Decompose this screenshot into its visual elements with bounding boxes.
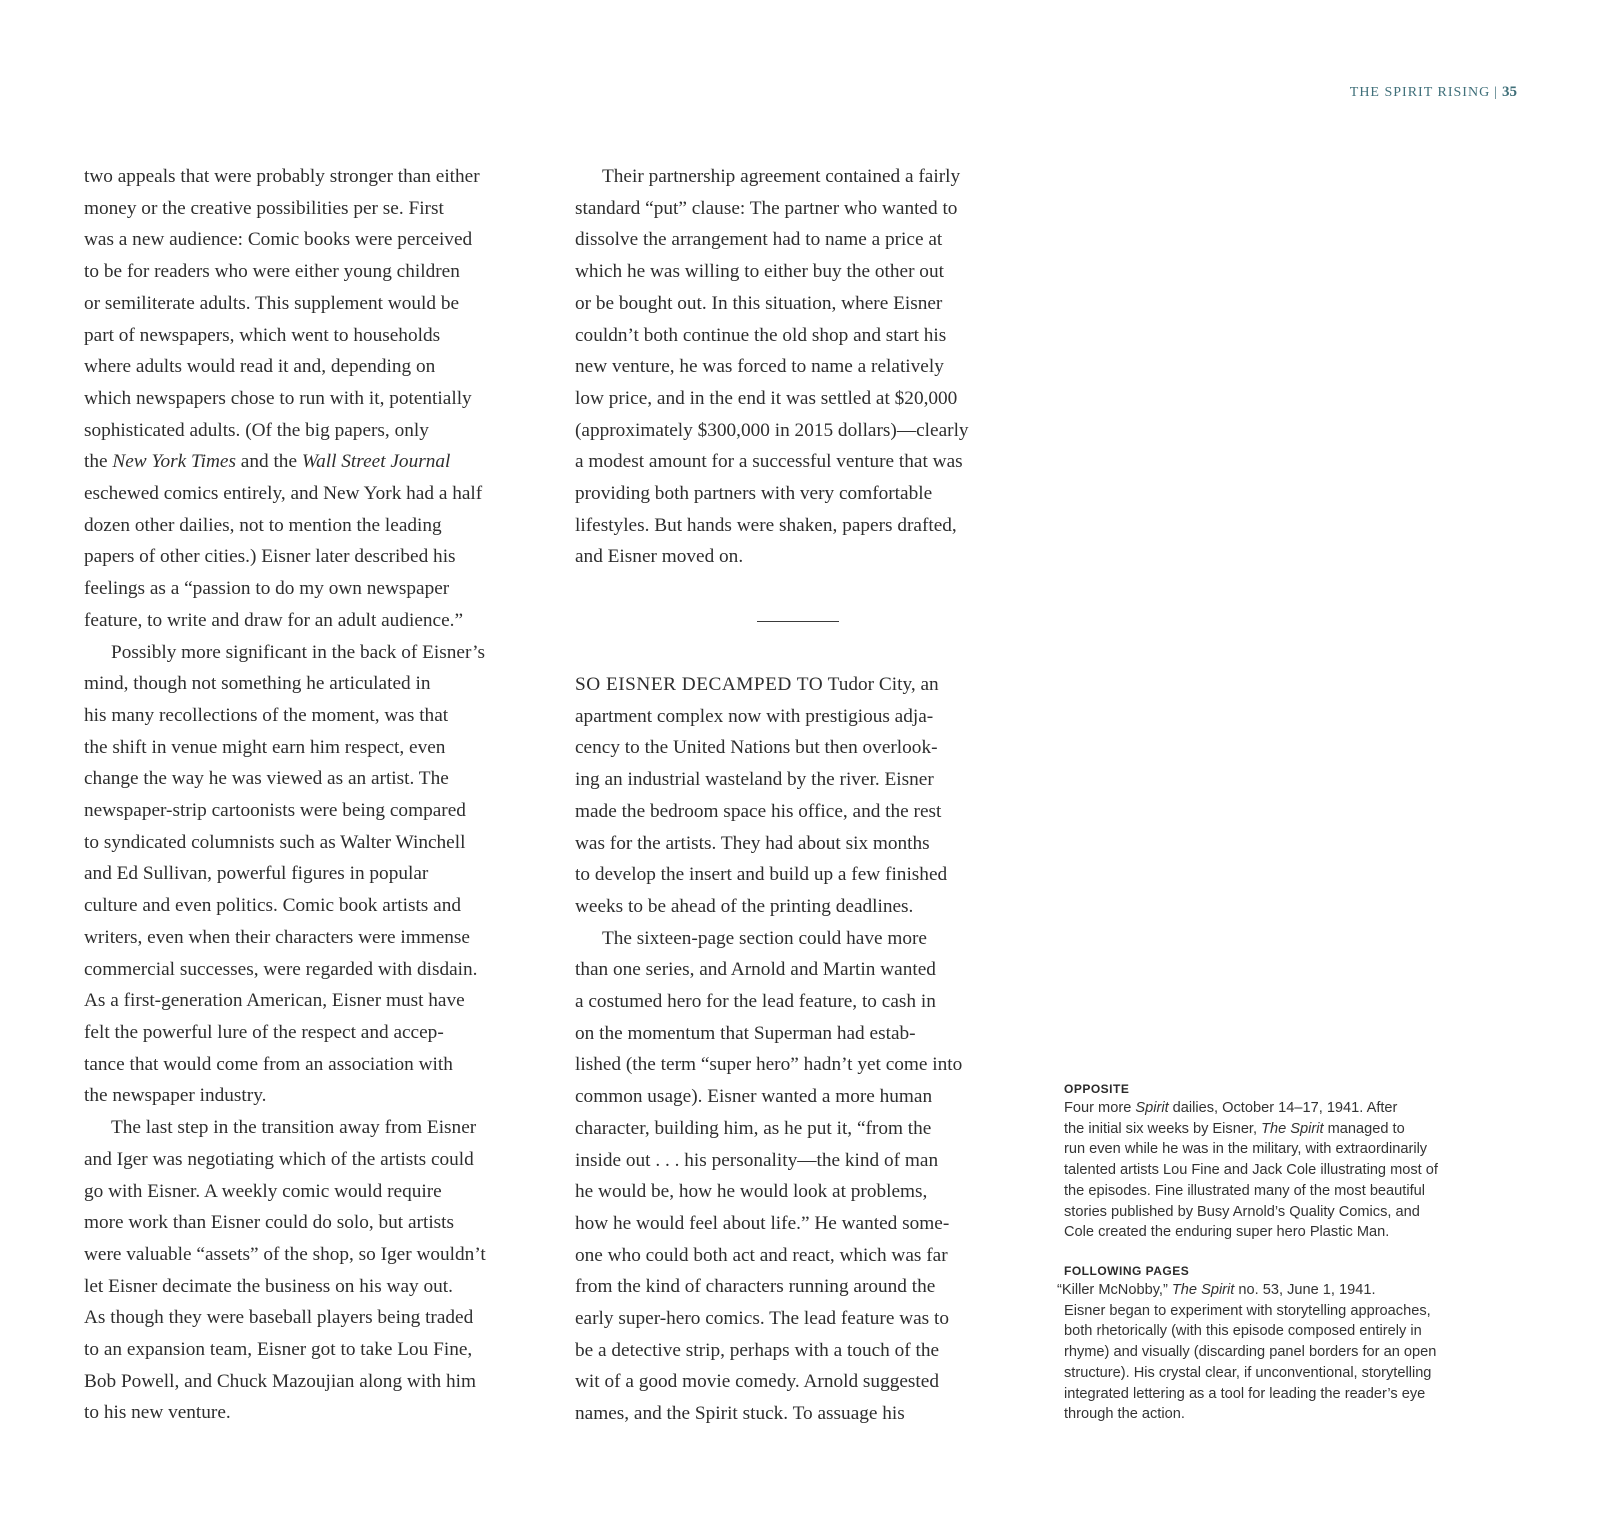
text-line — [84, 446, 544, 478]
publication-title: The Spirit — [1171, 1282, 1235, 1298]
paragraph-4 — [575, 161, 1035, 573]
text-line: and Eisner moved on. — [575, 546, 744, 568]
text-line: than one series, and Arnold and Martin wanted — [575, 959, 936, 981]
text-line: (approximately $300,000 in 2015 dollars)—clearly — [575, 419, 969, 441]
text-line: part of newspapers, which went to households — [84, 324, 441, 346]
text-fragment: Tudor City, an — [823, 674, 939, 695]
text-line: providing both partners with very comfortable — [575, 483, 933, 505]
text-line: names, and the Spirit stuck. To assuage his — [575, 1403, 905, 1425]
paragraph-6 — [575, 923, 1035, 1430]
text-line: and Ed Sullivan, powerful figures in popular — [84, 863, 429, 885]
text-fragment: dailies, October 14–17, 1941. After — [1168, 1100, 1398, 1116]
publication-title: Wall Street Journal — [301, 451, 451, 473]
text-line: to be for readers who were either young children — [84, 261, 460, 283]
text-line: new venture, he was forced to name a relatively — [575, 356, 944, 378]
text-line: let Eisner decimate the business on his way out. — [84, 1275, 453, 1297]
caption-following-pages — [1057, 1262, 1524, 1425]
text-line: lifestyles. But hands were shaken, papers drafted, — [575, 514, 957, 536]
text-line: low price, and in the end it was settled at $20,000 — [575, 387, 958, 409]
text-fragment: “Killer McNobby,” — [1057, 1282, 1172, 1298]
text-fragment: and the — [235, 451, 302, 473]
text-line: on the momentum that Superman had estab- — [575, 1022, 916, 1044]
text-line: he would be, how he would look at problems, — [575, 1181, 928, 1203]
text-line: which he was willing to either buy the other out — [575, 261, 944, 283]
text-line: Possibly more significant in the back of Eisner’s — [111, 641, 485, 663]
caption-line — [1064, 1119, 1524, 1140]
caption-line — [1057, 1280, 1524, 1301]
text-line: go with Eisner. A weekly comic would require — [84, 1180, 442, 1202]
text-line — [575, 669, 1035, 701]
text-line: wit of a good movie comedy. Arnold suggested — [575, 1371, 939, 1393]
text-line: be a detective strip, perhaps with a touch of the — [575, 1339, 940, 1361]
text-line: As a first-generation American, Eisner must have — [84, 990, 465, 1012]
text-line: newspaper-strip cartoonists were being compared — [84, 800, 466, 822]
text-line: or semiliterate adults. This supplement would be — [84, 292, 460, 314]
text-line: early super-hero comics. The lead feature was to — [575, 1308, 950, 1330]
body-column-left — [84, 161, 544, 1429]
caption-line: both rhetorically (with this episode composed entirely in — [1064, 1323, 1422, 1340]
text-line: ing an industrial wasteland by the river. Eisner — [575, 769, 934, 791]
text-line: and Iger was negotiating which of the artists could — [84, 1148, 474, 1170]
text-line: As though they were baseball players being traded — [84, 1307, 474, 1329]
text-line: common usage). Eisner wanted a more human — [575, 1086, 933, 1108]
text-line: the newspaper industry. — [84, 1085, 267, 1107]
text-line: Bob Powell, and Chuck Mazoujian along with him — [84, 1370, 477, 1392]
publication-title: New York Times — [112, 451, 236, 473]
section-break-rule — [757, 621, 839, 622]
text-fragment: managed to — [1323, 1120, 1405, 1137]
caption-line — [1064, 1098, 1524, 1119]
text-line: feelings as a “passion to do my own newspaper — [84, 578, 450, 600]
text-line: weeks to be ahead of the printing deadlines. — [575, 895, 914, 917]
caption-line: rhyme) and visually (discarding panel borders for an open — [1064, 1344, 1437, 1361]
text-line: character, building him, as he put it, “from the — [575, 1117, 932, 1139]
text-line: dissolve the arrangement had to name a price at — [575, 229, 943, 251]
header-separator: | — [1494, 85, 1498, 100]
text-line: made the bedroom space his office, and the rest — [575, 800, 942, 822]
text-fragment: the — [84, 451, 113, 473]
caption-line: Eisner began to experiment with storytelling approaches, — [1064, 1302, 1431, 1319]
text-line: couldn’t both continue the old shop and start his — [575, 324, 947, 346]
text-line: were valuable “assets” of the shop, so Iger wouldn’t — [84, 1243, 486, 1265]
body-column-right-lower — [575, 669, 1035, 1430]
paragraph-5 — [575, 669, 1035, 923]
text-line: The last step in the transition away from Eisner — [111, 1117, 477, 1139]
text-line: standard “put” clause: The partner who wanted to — [575, 197, 958, 219]
text-line: where adults would read it and, depending on — [84, 356, 436, 378]
text-line: two appeals that were probably stronger than either — [84, 166, 480, 187]
caption-line: run even while he was in the military, with extraordinarily — [1064, 1141, 1428, 1158]
section-lead-in: SO EISNER DECAMPED TO — [575, 674, 824, 695]
text-line: apartment complex now with prestigious adja- — [575, 705, 934, 727]
running-head — [1350, 84, 1517, 101]
text-line: to an expansion team, Eisner got to take Lou Fine, — [84, 1339, 473, 1361]
text-line: from the kind of characters running around the — [575, 1276, 936, 1298]
text-line: papers of other cities.) Eisner later described his — [84, 546, 456, 568]
text-line: felt the powerful lure of the respect and accep- — [84, 1021, 444, 1043]
text-line: or be bought out. In this situation, where Eisner — [575, 292, 943, 314]
text-line: culture and even politics. Comic book artists and — [84, 895, 461, 917]
caption-line: structure). His crystal clear, if unconventional, storytelling — [1064, 1364, 1432, 1381]
text-line: to syndicated columnists such as Walter Winchell — [84, 831, 466, 853]
paragraph-2 — [84, 637, 544, 1113]
text-line: the shift in venue might earn him respect, even — [84, 736, 446, 758]
text-line: eschewed comics entirely, and New York had a half — [84, 483, 483, 505]
text-line: dozen other dailies, not to mention the leading — [84, 514, 442, 536]
text-line: feature, to write and draw for an adult audience.” — [84, 609, 464, 631]
text-line: inside out . . . his personality—the kind of man — [575, 1149, 939, 1171]
text-line: tance that would come from an association with — [84, 1053, 453, 1075]
text-line: his many recollections of the moment, was that — [84, 704, 449, 726]
caption-line: integrated lettering as a tool for leading the reader’s eye — [1064, 1385, 1426, 1402]
caption-opposite — [1064, 1080, 1524, 1243]
caption-line: stories published by Busy Arnold’s Quality Comics, and — [1064, 1203, 1420, 1220]
text-line: how he would feel about life.” He wanted some- — [575, 1212, 950, 1234]
caption-line: the episodes. Fine illustrated many of the most beautiful — [1064, 1182, 1425, 1199]
text-line: writers, even when their characters were immense — [84, 926, 470, 948]
publication-title: The Spirit — [1261, 1120, 1324, 1137]
caption-line: through the action. — [1064, 1406, 1185, 1423]
caption-label: FOLLOWING PAGES — [1064, 1264, 1190, 1278]
section-title: THE SPIRIT RISING — [1349, 85, 1491, 100]
text-line: The sixteen-page section could have more — [602, 927, 927, 949]
text-fragment: Four more — [1064, 1100, 1136, 1116]
caption-line: Cole created the enduring super hero Plastic Man. — [1064, 1224, 1390, 1241]
text-line: lished (the term “super hero” hadn’t yet come into — [575, 1054, 963, 1076]
text-fragment: no. 53, June 1, 1941. — [1234, 1282, 1376, 1298]
paragraph-1 — [84, 161, 544, 637]
text-line: more work than Eisner could do solo, but artists — [84, 1212, 455, 1234]
page-number: 35 — [1502, 84, 1517, 100]
text-line: was for the artists. They had about six months — [575, 832, 930, 854]
text-line: commercial successes, were regarded with disdain. — [84, 958, 478, 980]
text-line: was a new audience: Comic books were perceived — [84, 229, 473, 251]
text-line: a costumed hero for the lead feature, to cash in — [575, 991, 936, 1013]
body-column-right — [575, 161, 1035, 573]
text-line: Their partnership agreement contained a fairly — [602, 166, 961, 187]
text-line: one who could both act and react, which was far — [575, 1244, 948, 1266]
text-fragment: the initial six weeks by Eisner, — [1064, 1120, 1262, 1137]
text-line: cency to the United Nations but then overlook- — [575, 737, 938, 759]
text-line: which newspapers chose to run with it, potentially — [84, 387, 472, 409]
text-line: mind, though not something he articulated in — [84, 673, 431, 695]
publication-title: Spirit — [1135, 1100, 1169, 1116]
caption-label: OPPOSITE — [1064, 1082, 1130, 1096]
text-line: a modest amount for a successful venture that was — [575, 451, 963, 473]
text-line: change the way he was viewed as an artist. The — [84, 768, 449, 790]
caption-line: talented artists Lou Fine and Jack Cole illustrating most of — [1064, 1162, 1438, 1179]
text-line: money or the creative possibilities per se. First — [84, 197, 444, 219]
text-line: to his new venture. — [84, 1402, 231, 1424]
paragraph-3 — [84, 1112, 544, 1429]
text-line: to develop the insert and build up a few finished — [575, 864, 948, 886]
text-line: sophisticated adults. (Of the big papers, only — [84, 419, 429, 441]
